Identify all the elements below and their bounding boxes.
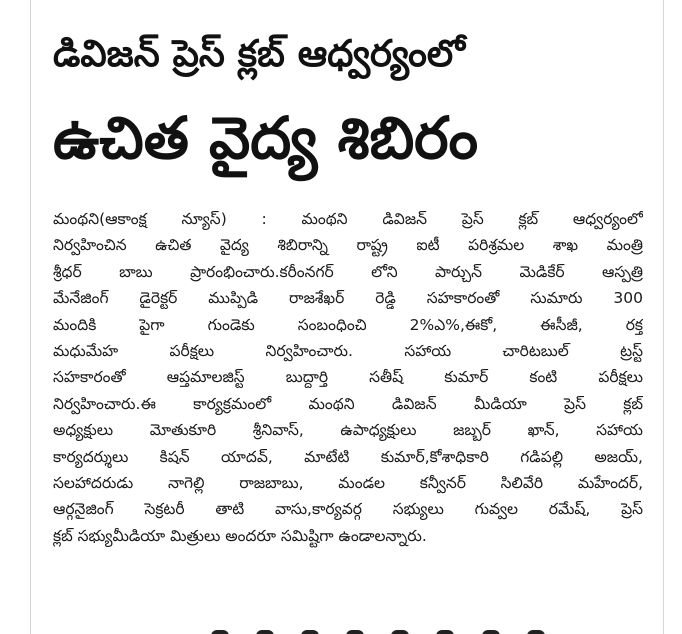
body-line: మేనేజింగ్ డైరెక్టర్ ముప్పిడి రాజశేఖర్ రెడ్డి సహకారంతో సుమారు 300 — [53, 289, 643, 308]
body-line: మందికి పైగా గుండెకు సంబంధించి 2%ఎ%,ఈకో, ఈసీజీ, రక్త — [53, 315, 643, 334]
body-line: కార్యదర్శులు కిషన్ యాదవ్, మాటేటి కుమార్,కోశాధికారి గడిపల్లి అజయ్, — [53, 447, 643, 466]
cutoff-glyph — [436, 630, 454, 634]
cutoff-glyph — [301, 630, 319, 634]
cutoff-glyph — [391, 630, 409, 634]
body-line: మంథని(ఆకాంక్ష న్యూస్) : మంథని డివిజన్ ప్రెస్ క్లబ్ ఆధ్వర్యంలో — [53, 210, 643, 228]
body-line: అధ్యక్షులు మోతుకూరి శ్రీనివాస్, ఉపాధ్యక్షులు జబ్బర్ ఖాన్, సహాయ — [53, 421, 643, 440]
headline-line-1: డివిజన్ ప్రెస్ క్లబ్ ఆధ్వర్యంలో — [53, 32, 465, 75]
news-clipping — [30, 0, 664, 634]
article-body — [53, 206, 643, 549]
body-line: నిర్వహించారు.ఈ కార్యక్రమంలో మంథని డివిజన్ మీడియా ప్రెస్ క్లబ్ — [53, 394, 643, 413]
body-line: సహకారంతో ఆప్తమాలజిస్ట్ బుద్దార్తి సతీష్ కుమార్ కంటి పరీక్షలు — [53, 368, 643, 387]
next-headline-cutoff — [211, 624, 631, 634]
cutoff-glyph — [482, 630, 500, 634]
cutoff-glyph — [346, 630, 364, 634]
cutoff-glyph — [256, 630, 274, 634]
cutoff-glyph — [527, 630, 545, 634]
body-line: క్లబ్ సభ్యుమీడియా మిత్రులు అందరూ సమిష్టిగా ఉండాలన్నారు. — [53, 526, 427, 545]
headline-line-2: ఉచిత వైద్య శిబిరం — [53, 104, 478, 172]
body-line: సలహాదరుడు నాగెల్లి రాజబాబు, మండల కన్వీనర్ సిలివేరి మహేందర్, — [53, 473, 643, 492]
body-line: శ్రీధర్ బాబు ప్రారంభించారు.కరీంనగర్ లోని పార్చున్ మెడికేర్ ఆస్పత్రి — [53, 262, 643, 281]
cutoff-glyph — [211, 630, 229, 634]
body-line: మధుమేహ పరీక్షలు నిర్వహించారు. సహాయ చారిటబుల్ ట్రస్ట్ — [53, 341, 643, 360]
body-line: ఆర్గనైజింగ్ సెక్రటరీ తాటి వాసు,కార్యవర్గ సభ్యులు గువ్వల రమేష్, ప్రెస్ — [53, 500, 643, 519]
body-line: నిర్వహించిన ఉచిత వైద్య శిబిరాన్ని రాష్ట్ర ఐటీ పరిశ్రమల శాఖ మంత్రి — [53, 236, 643, 255]
